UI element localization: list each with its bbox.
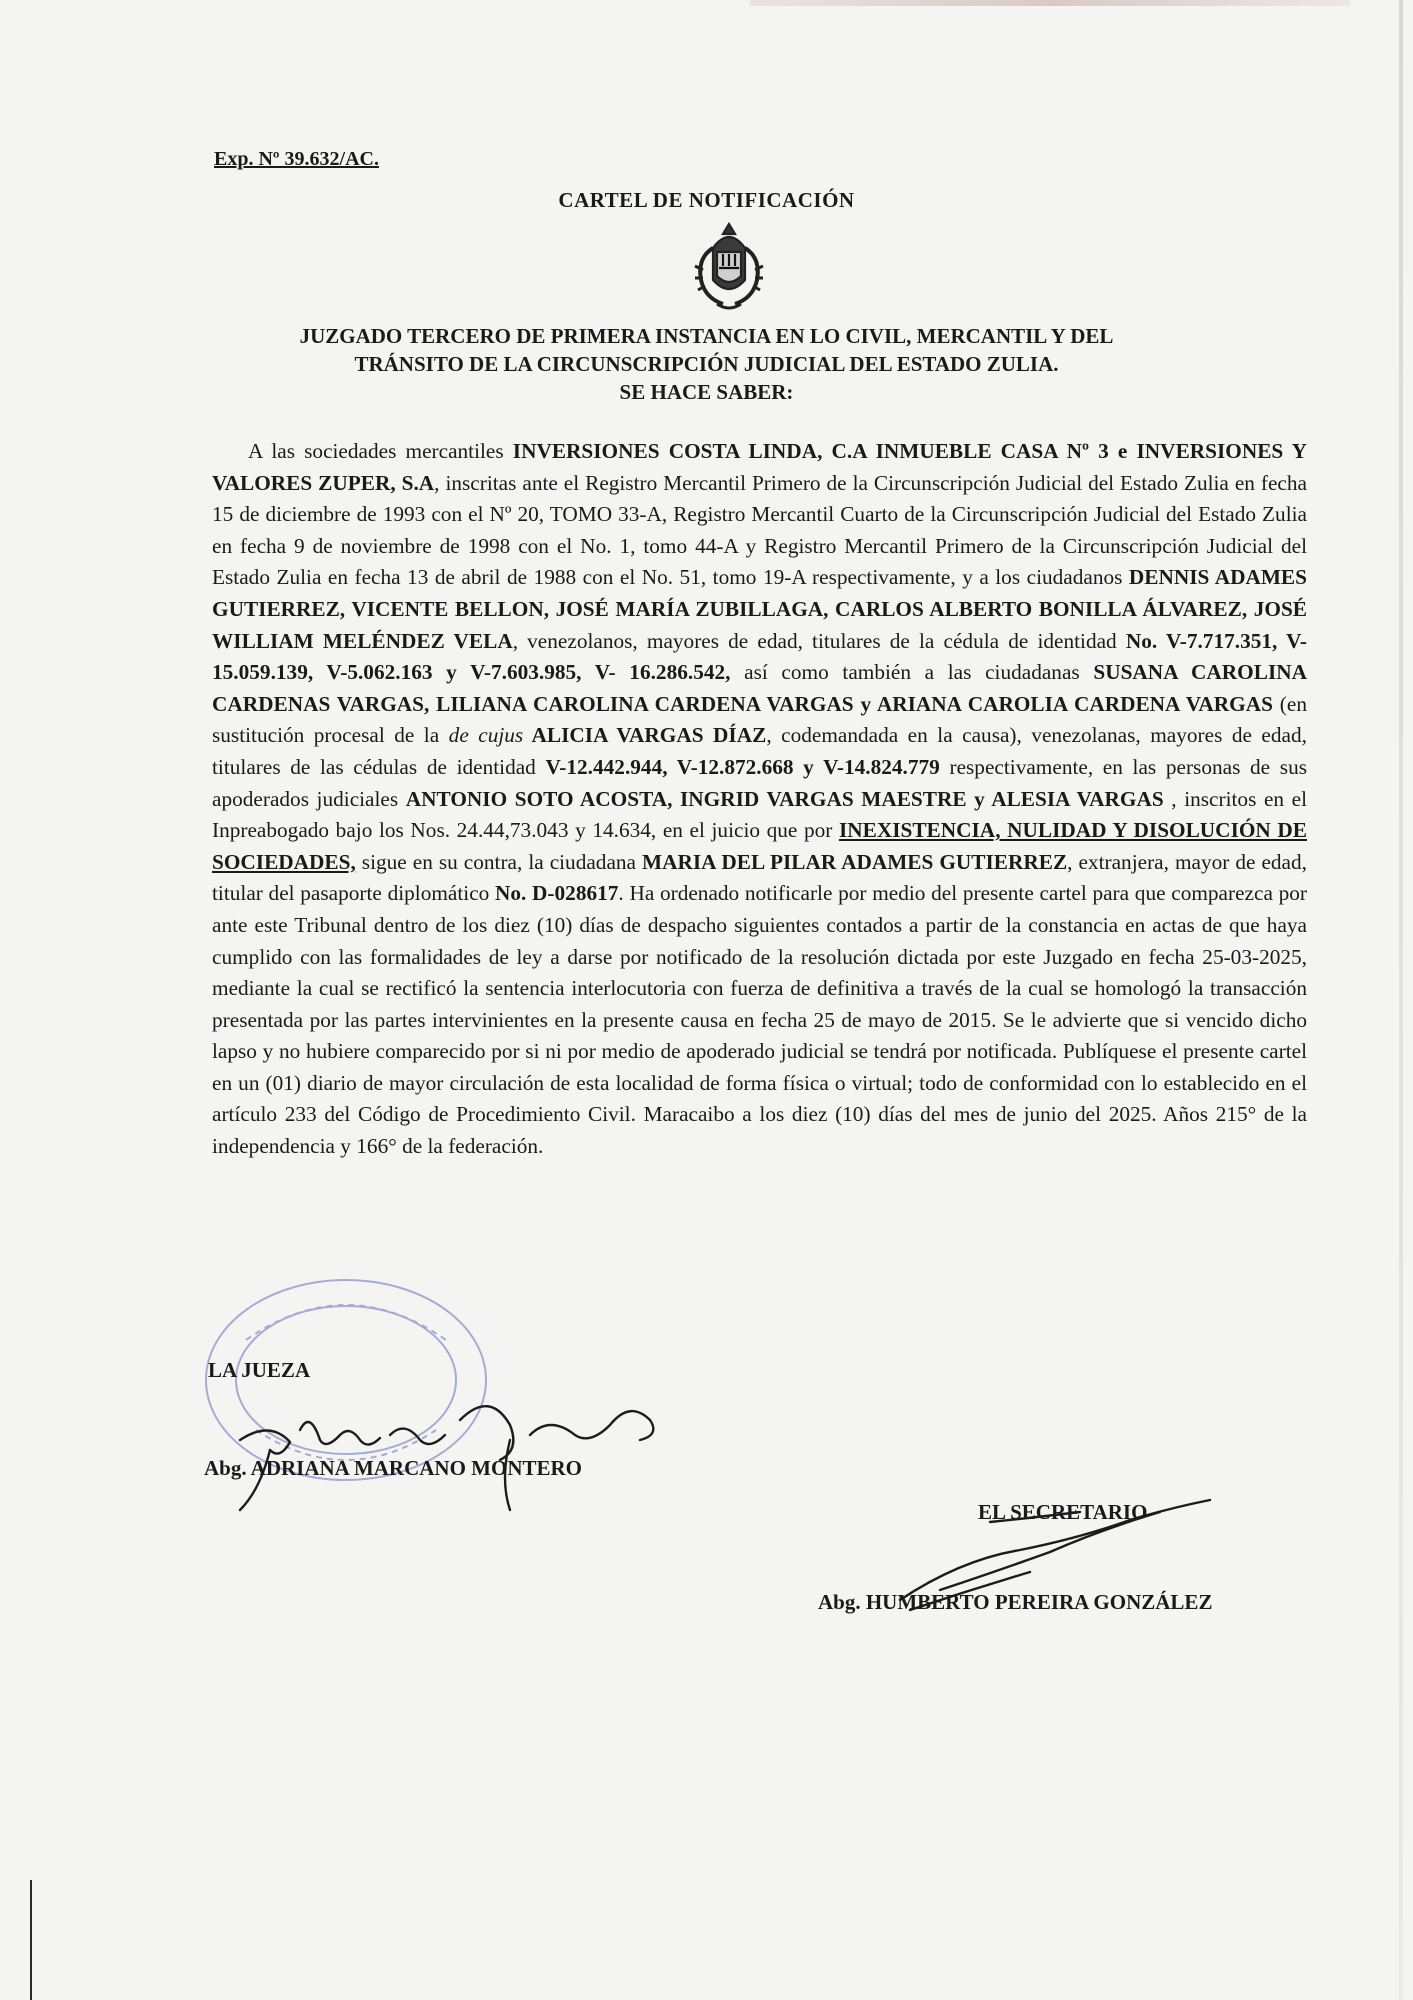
secretary-label: EL SECRETARIO: [978, 1500, 1148, 1524]
secretary-name: Abg. HUMBERTO PEREIRA GONZÁLEZ: [818, 1590, 1213, 1614]
body-text: . Ha ordenado notificarle por medio del presente cartel para que comparezca por ante este Tribunal dentro de los diez (10) días de despacho siguientes contados a partir de la constancia en actas de que haya cumplido con las formalidades de ley a darse por notificado de la resolución dictada por este Juzgado en fecha 25-03-2025, mediante la cual se rectificó la sentencia interlocutoria con fuerza de definitiva a través de la cual se homologó la transacción presentada por las partes intervinientes en la presente causa en fecha 25 de mayo de 2015. Se le advierte que si vencido dicho lapso y no hubiere comparecido por si ni por medio de apoderado judicial se tendrá por notificada. Publíquese el presente cartel en un (01) diario de mayor circulación de esta localidad de forma física o virtual; todo de conformidad con lo establecido en el artículo 233 del Código de Procedimiento Civil. Maracaibo a los diez (10) días del mes de junio del 2025. Años 215° de la independencia y 166° de la federación.: [212, 881, 1307, 1159]
body-text: , venezolanos, mayores de edad, titulares de la cédula de identidad: [512, 628, 1126, 653]
body-text: , extranjera, mayor de edad, titular del pasaporte diplomático: [212, 849, 1307, 906]
court-line: TRÁNSITO DE LA CIRCUNSCRIPCIÓN JUDICIAL DEL ESTADO ZULIA.: [354, 352, 1059, 376]
scan-edge: [30, 1880, 32, 2000]
body-text: , codemandada en la causa), venezolanas, mayores de edad, titulares de las cédulas de identidad: [212, 723, 1307, 779]
court-heading: [180, 322, 1233, 406]
defendant-names: DENNIS ADAMES GUTIERREZ, VICENTE BELLON, JOSÉ MARÍA ZUBILLAGA, CARLOS ALBERTO BONILLA ÁLVAREZ, JOSÉ WILLIAM MELÉNDEZ VELA: [212, 565, 1307, 653]
scan-artifact: [750, 0, 1350, 6]
body-text: así como también a las ciudadanas: [730, 660, 1094, 685]
case-number: Exp. Nº 39.632/AC.: [214, 148, 379, 170]
scan-edge: [1399, 0, 1403, 2000]
notice-heading: SE HACE SABER:: [619, 380, 794, 404]
court-line: JUZGADO TERCERO DE PRIMERA INSTANCIA EN LO CIVIL, MERCANTIL Y DEL: [299, 324, 1114, 348]
body-text: (en sustitución procesal de la: [212, 691, 1307, 748]
passport-number: No. D-028617: [495, 881, 619, 906]
judge-label: LA JUEZA: [208, 1358, 311, 1382]
notice-paragraph: [212, 436, 1307, 1163]
company-names: INVERSIONES COSTA LINDA, C.A INMUEBLE CASA Nº 3 e INVERSIONES Y VALORES ZUPER, S.A: [212, 439, 1307, 495]
id-numbers: No. V-7.717.351, V-15.059.139, V-5.062.163 y V-7.603.985, V- 16.286.542,: [212, 628, 1307, 685]
judge-name: Abg. ADRIANA MARCANO MONTERO: [204, 1456, 583, 1480]
attorney-names: ANTONIO SOTO ACOSTA, INGRID VARGAS MAESTRE y ALESIA VARGAS: [405, 786, 1164, 811]
body-text: respectivamente, en las personas de sus apoderados judiciales: [212, 754, 1308, 811]
document-title: CARTEL DE NOTIFICACIÓN: [558, 188, 855, 212]
judge-signature-icon: [230, 1380, 710, 1520]
heir-names: SUSANA CAROLINA CARDENAS VARGAS, LILIANA CAROLINA CARDENA VARGAS y ARIANA CAROLIA CARDENA VARGAS: [212, 660, 1308, 716]
plaintiff-name: MARIA DEL PILAR ADAMES GUTIERREZ: [642, 849, 1068, 874]
case-subject: INEXISTENCIA, NULIDAD Y DISOLUCIÓN DE SOCIEDADES,: [212, 818, 1307, 874]
body-text: , inscritos en el Inpreabogado bajo los Nos. 24.44,73.043 y 14.634, en el juicio que por: [212, 786, 1308, 843]
latin-term: de cujus: [448, 723, 524, 748]
deceased-name: ALICIA VARGAS DÍAZ: [523, 723, 767, 748]
body-text: , inscritas ante el Registro Mercantil Primero de la Circunscripción Judicial del Estado Zulia en fecha 15 de diciembre de 1993 con el Nº 20, TOMO 33-A, Registro Mercantil Cuarto de la Circunscripción Judicial del Estado Zulia en fecha 9 de noviembre de 1998 con el No. 1, tomo 44-A y Registro Mercantil Primero de la Circunscripción Judicial del Estado Zulia en fecha 13 de abril de 1988 con el No. 51, tomo 19-A respectivamente, y a los ciudadanos: [212, 470, 1307, 590]
body-text: A las sociedades mercantiles: [248, 439, 513, 463]
notice-body: [212, 436, 1307, 1163]
id-numbers: V-12.442.944, V-12.872.668 y V-14.824.779: [545, 754, 940, 779]
body-text: sigue en su contra, la ciudadana: [355, 849, 643, 874]
coat-of-arms-icon: [683, 218, 775, 318]
